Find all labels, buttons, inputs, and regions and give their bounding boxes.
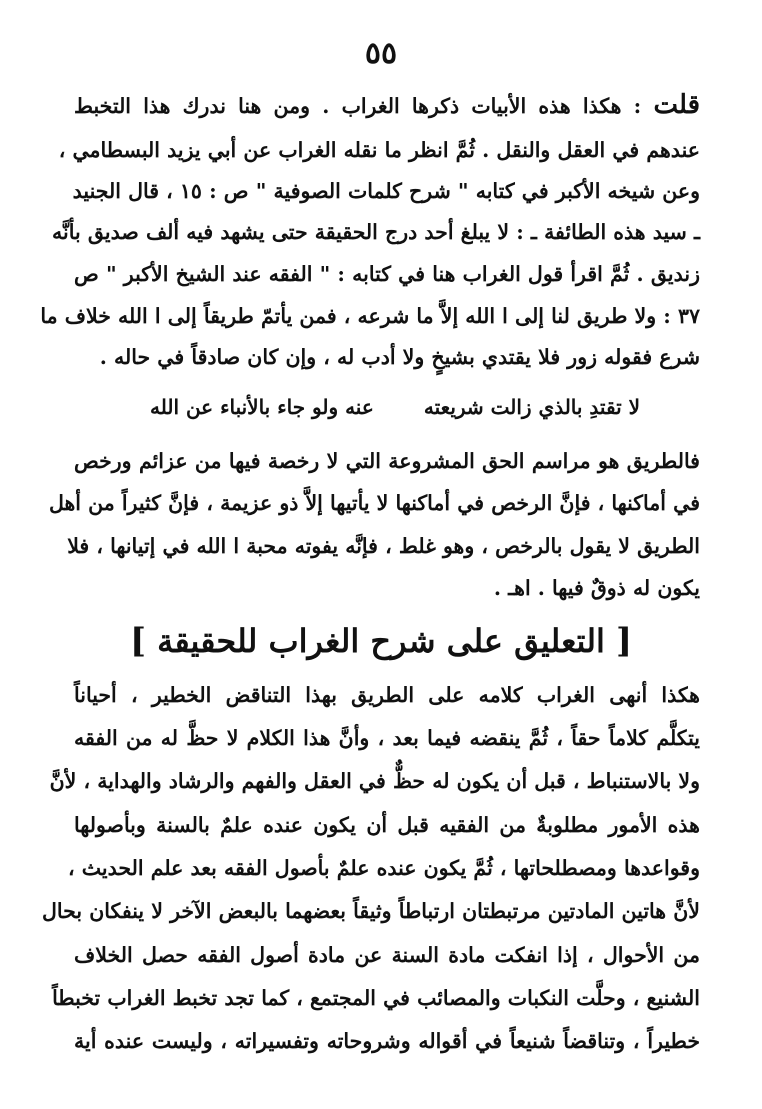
paragraph-line: عندهم في العقل والنقل . ثُمَّ انظر ما نقله الغراب عن أبي يزيد البسطامي ،	[58, 138, 700, 162]
paragraph-line: فالطريق هو مراسم الحق المشروعة التي لا رخصة فيها من عزائم ورخص	[74, 449, 700, 473]
paragraph-line: شرع فقوله زور فلا يقتدي بشيخٍ ولا أدب له ، وإن كان صادقاً في حاله .	[99, 345, 700, 369]
verse-hemistich-second: عنه ولو جاء بالأنباء عن الله	[150, 395, 374, 419]
paragraph-line: من الأحوال ، إذا انفكت مادة السنة عن مادة أصول الفقه حصل الخلاف	[74, 943, 700, 967]
heading-close-bracket: ]	[129, 621, 147, 661]
paragraph-line: ـ سيد هذه الطائفة ـ : لا يبلغ أحد درج الحقيقة حتى يشهد فيه ألف صديق بأنَّه	[52, 220, 700, 244]
lead-word: قلت	[653, 90, 701, 120]
first-line-text: : هكذا هذه الأبيات ذكرها الغراب . ومن هنا ندرك هذا التخبط	[74, 94, 642, 118]
paragraph-line: يتكلَّم كلاماً حقاً ، ثُمَّ ينقضه فيما بعد ، وأنَّ هذا الكلام لا حظَّ له من الفقه	[74, 726, 700, 750]
paragraph-line	[74, 90, 700, 121]
paragraph-line: الطريق لا يقول بالرخص ، وهو غلط ، فإنَّه يفوته محبة ا الله في إتيانها ، فلا	[67, 534, 700, 558]
section-heading	[0, 618, 762, 664]
paragraph-line: خطيراً ، وتناقضاً شنيعاً في أقواله وشروحاته وتفسيراته ، وليست عنده أية	[74, 1029, 700, 1053]
paragraph-line: ٣٧ : ولا طريق لنا إلى ا الله إلاَّ ما شرعه ، فمن يأتمّ طريقاً إلى ا الله خلاف ما	[40, 304, 700, 328]
paragraph-line: هذه الأمور مطلوبةٌ من الفقيه قبل أن يكون عنده علمٌ بالسنة وبأصولها	[74, 813, 700, 837]
paragraph-line: وقواعدها ومصطلحاتها ، ثُمَّ يكون عنده علمٌ بأصول الفقه بعد علم الحديث ،	[68, 856, 700, 880]
paragraph-line: زنديق . ثُمَّ اقرأ قول الغراب هنا في كتابه : " الفقه عند الشيخ الأكبر " ص	[74, 262, 700, 286]
verse-hemistich-first: لا تقتدِ بالذي زالت شريعته	[423, 395, 640, 419]
paragraph-line: ولا بالاستنباط ، قبل أن يكون له حظٌّ في العقل والفهم والرشاد والهداية ، لأنَّ	[49, 769, 700, 793]
page-number: ٥٥	[364, 36, 398, 71]
paragraph-line: لأنَّ هاتين المادتين مرتبطتان ارتباطاً وثيقاً بعضهما بالبعض الآخر لا ينفكان بحال	[42, 899, 700, 923]
poetry-verse	[150, 392, 640, 422]
paragraph-line: في أماكنها ، فإنَّ الرخص في أماكنها لا يأتيها إلاَّ ذو عزيمة ، فإنَّ كثيراً من أهل	[48, 491, 700, 515]
paragraph-line: هكذا أنهى الغراب كلامه على الطريق بهذا التناقض الخطير ، أحياناً	[74, 683, 700, 707]
paragraph-line: الشنيع ، وحلَّت النكبات والمصائب في المجتمع ، كما تجد تخبط الغراب تخبطاً	[52, 986, 700, 1010]
paragraph-line: وعن شيخه الأكبر في كتابه " شرح كلمات الصوفية " ص : ١٥ ، قال الجنيد	[72, 179, 700, 203]
heading-text: التعليق على شرح الغراب للحقيقة	[157, 622, 605, 660]
heading-open-bracket: [	[615, 621, 633, 661]
paragraph-line: يكون له ذوقٌ فيها . اهـ .	[493, 576, 700, 600]
